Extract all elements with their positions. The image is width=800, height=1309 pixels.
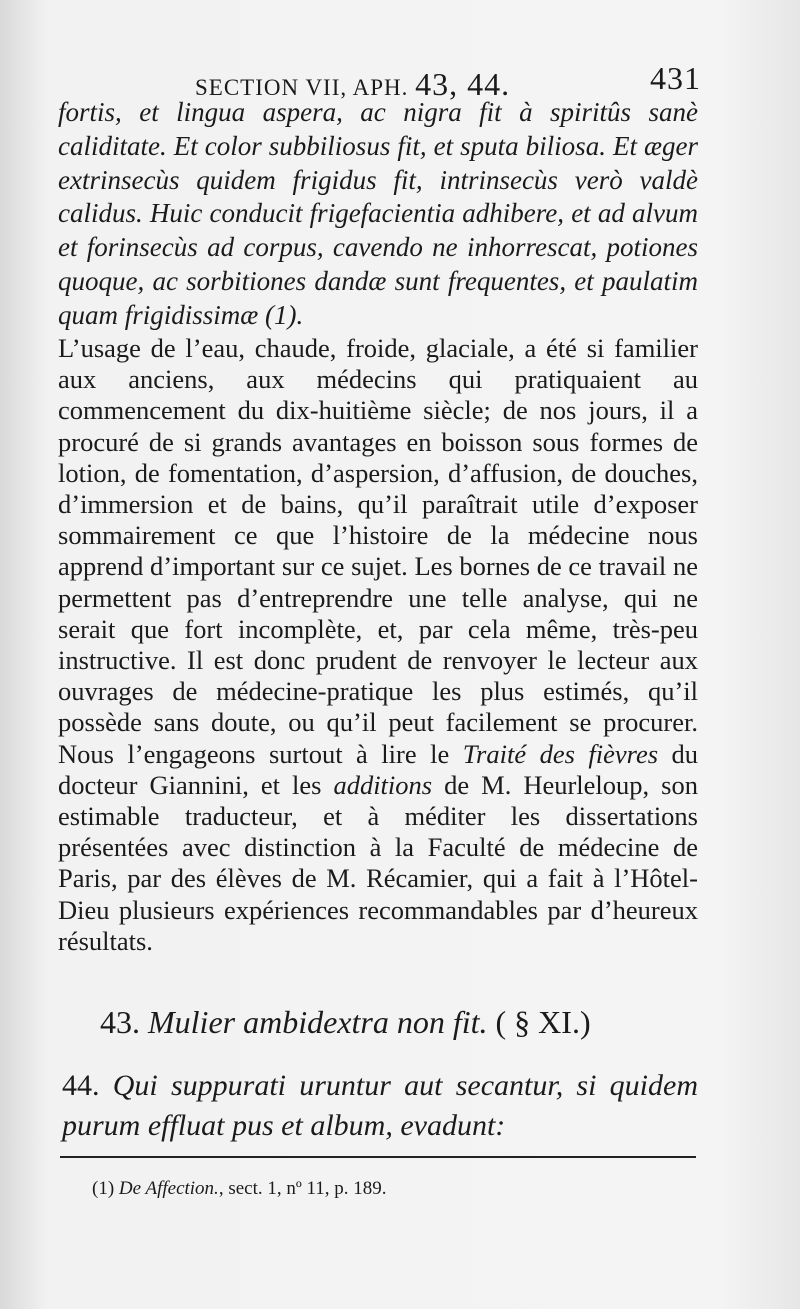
commentary-part2: du docteur Giannini, et les	[58, 738, 699, 800]
aphorism-numbers: 43, 44.	[415, 66, 511, 102]
page-number: 431	[650, 60, 701, 96]
additions-word: additions	[333, 769, 433, 800]
aphorism-43-number: 43.	[100, 1004, 140, 1040]
aphorism-43-text: Mulier ambidextra non fit.	[148, 1004, 488, 1040]
footnote-marker: (1)	[92, 1178, 115, 1199]
footnote	[92, 1178, 692, 1200]
aphorism-43-reference: ( § XI.)	[495, 1004, 591, 1040]
footnote-source: De Affection.	[118, 1178, 219, 1199]
aphorism-43	[100, 1004, 700, 1041]
treatise-title: Traité des fièvres	[462, 738, 659, 769]
commentary-part3: de M. Heurleloup, son estimable traducteur, et à méditer les dissertations présentées avec distinction à la Faculté de médecine de Paris, par des élèves de M. Récamier, qui a fait à l’Hôtel-Dieu plusieurs expériences recommandables par d’heureux résultats.	[58, 769, 698, 956]
latin-continuation: fortis, et lingua aspera, ac nigra fit à spiritûs sanè caliditate. Et color subbiliosus fit, et sputa biliosa. Et æger extrinsecùs quidem frigidus fit, intrinsecùs verò valdè calidus. Huic conducit frigefacientia adhibere, et ad alvum et forinsecùs ad corpus, cavendo ne inhorrescat, potiones quoque, ac sorbitiones dandæ sunt frequentes, et paulatim quam frigidissimæ (1).	[58, 97, 698, 330]
aphorism-44	[62, 1066, 698, 1146]
commentary-paragraph	[58, 333, 698, 957]
footnote-rule	[60, 1156, 696, 1158]
aphorism-44-number: 44.	[62, 1069, 100, 1102]
commentary-part1: L’usage de l’eau, chaude, froide, glaciale, a été si familier aux anciens, aux médecins qui pratiquaient au commencement du dix-huitième siècle; de nos jours, il a procuré de si grands avantages en boisson sous formes de lotion, de fomentation, d’aspersion, d’affusion, de douches, d’immersion et de bains, qu’il paraîtrait utile d’exposer sommairement ce que l’histoire de la médecine nous apprend d’important sur ce sujet. Les bornes de ce travail ne permettent pas d’entreprendre une telle analyse, qui ne serait que fort incomplète, et, par cela même, très-peu instructive. Il est donc prudent de renvoyer le lecteur aux ouvrages de médecine-pratique les plus estimés, qu’il possède sans doute, ou qu’il peut facilement se procurer. Nous l’engageons surtout à lire le	[58, 333, 698, 769]
running-title: SECTION VII, APH.	[195, 75, 409, 100]
aphorism-44-text: Qui suppurati uruntur aut secantur, si quidem purum effluat pus et album, evadunt:	[62, 1069, 698, 1142]
footnote-detail: , sect. 1, nº 11, p. 189.	[218, 1178, 387, 1199]
